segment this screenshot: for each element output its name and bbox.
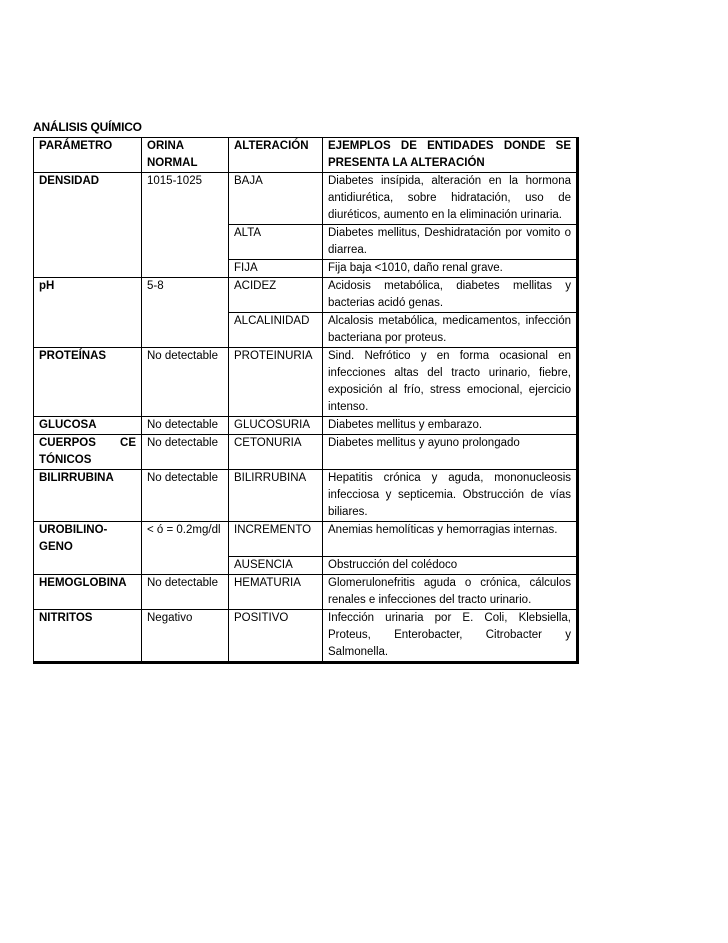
table-row <box>34 470 578 522</box>
normal-cell: No detectable <box>142 435 229 470</box>
table-row <box>34 556 578 574</box>
table-row <box>34 574 578 609</box>
alteration-cell: POSITIVO <box>229 609 323 662</box>
alteration-cell: ALTA <box>229 225 323 260</box>
examples-cell: Diabetes mellitus y embarazo. <box>323 417 578 435</box>
page-title: ANÁLISIS QUÍMICO <box>33 120 142 134</box>
alteration-cell: INCREMENTO <box>229 522 323 557</box>
normal-cell: No detectable <box>142 470 229 522</box>
header-alteracion: ALTERACIÓN <box>229 138 323 173</box>
param-cell: NITRITOS <box>34 609 142 662</box>
normal-cell: 5-8 <box>142 278 229 313</box>
table-row <box>34 348 578 417</box>
table-row <box>34 522 578 557</box>
param-cell: CUERPOS CE TÓNICOS <box>34 435 142 470</box>
param-cell-empty <box>34 225 142 260</box>
param-cell: BILIRRUBINA <box>34 470 142 522</box>
alteration-cell: GLUCOSURIA <box>229 417 323 435</box>
table-row <box>34 609 578 662</box>
table-row <box>34 173 578 225</box>
alteration-cell: CETONURIA <box>229 435 323 470</box>
normal-cell-empty <box>142 225 229 260</box>
alteration-cell: ACIDEZ <box>229 278 323 313</box>
normal-cell: < ó = 0.2mg/dl <box>142 522 229 557</box>
param-cell-empty <box>34 556 142 574</box>
alteration-cell: FIJA <box>229 260 323 278</box>
header-orina-normal: ORINA NORMAL <box>142 138 229 173</box>
examples-cell: Glomerulonefritis aguda o crónica, cálculos renales e infecciones del tracto urinario. <box>323 574 578 609</box>
header-ejemplos: EJEMPLOS DE ENTIDADES DONDE SE PRESENTA LA ALTERACIÓN <box>323 138 578 173</box>
examples-cell: Diabetes mellitus y ayuno prolongado <box>323 435 578 470</box>
examples-cell: Obstrucción del colédoco <box>323 556 578 574</box>
alteration-cell: BILIRRUBINA <box>229 470 323 522</box>
param-cell-empty <box>34 313 142 348</box>
chemical-analysis-table <box>33 137 579 664</box>
examples-cell: Acidosis metabólica, diabetes mellitas y bacterias acidó genas. <box>323 278 578 313</box>
header-row <box>34 138 578 173</box>
normal-cell: No detectable <box>142 574 229 609</box>
alteration-cell: PROTEINURIA <box>229 348 323 417</box>
table-row <box>34 278 578 313</box>
table-row <box>34 260 578 278</box>
alteration-cell: BAJA <box>229 173 323 225</box>
table-row <box>34 313 578 348</box>
examples-cell: Hepatitis crónica y aguda, mononucleosis infecciosa y septicemia. Obstrucción de vías biliares. <box>323 470 578 522</box>
param-cell: pH <box>34 278 142 313</box>
alteration-cell: HEMATURIA <box>229 574 323 609</box>
examples-cell: Diabetes mellitus, Deshidratación por vomito o diarrea. <box>323 225 578 260</box>
examples-cell: Alcalosis metabólica, medicamentos, infección bacteriana por proteus. <box>323 313 578 348</box>
normal-cell-empty <box>142 260 229 278</box>
param-cell: UROBILINO-GENO <box>34 522 142 557</box>
alteration-cell: ALCALINIDAD <box>229 313 323 348</box>
normal-cell-empty <box>142 313 229 348</box>
normal-cell: 1015-1025 <box>142 173 229 225</box>
table-row <box>34 435 578 470</box>
param-cell-empty <box>34 260 142 278</box>
examples-cell: Infección urinaria por E. Coli, Klebsiella, Proteus, Enterobacter, Citrobacter y Salmonella. <box>323 609 578 662</box>
examples-cell: Anemias hemolíticas y hemorragias internas. <box>323 522 578 557</box>
table-row <box>34 225 578 260</box>
header-parametro: PARÁMETRO <box>34 138 142 173</box>
normal-cell: Negativo <box>142 609 229 662</box>
param-cell: HEMOGLOBINA <box>34 574 142 609</box>
alteration-cell: AUSENCIA <box>229 556 323 574</box>
param-cell: PROTEÍNAS <box>34 348 142 417</box>
normal-cell: No detectable <box>142 417 229 435</box>
table-row <box>34 417 578 435</box>
normal-cell-empty <box>142 556 229 574</box>
examples-cell: Sind. Nefrótico y en forma ocasional en infecciones altas del tracto urinario, fiebre, exposición al frío, stress emocional, ejercicio intenso. <box>323 348 578 417</box>
examples-cell: Diabetes insípida, alteración en la hormona antidiurética, sobre hidratación, uso de diuréticos, aumento en la eliminación urinaria. <box>323 173 578 225</box>
param-cell: DENSIDAD <box>34 173 142 225</box>
param-cell: GLUCOSA <box>34 417 142 435</box>
normal-cell: No detectable <box>142 348 229 417</box>
examples-cell: Fija baja <1010, daño renal grave. <box>323 260 578 278</box>
